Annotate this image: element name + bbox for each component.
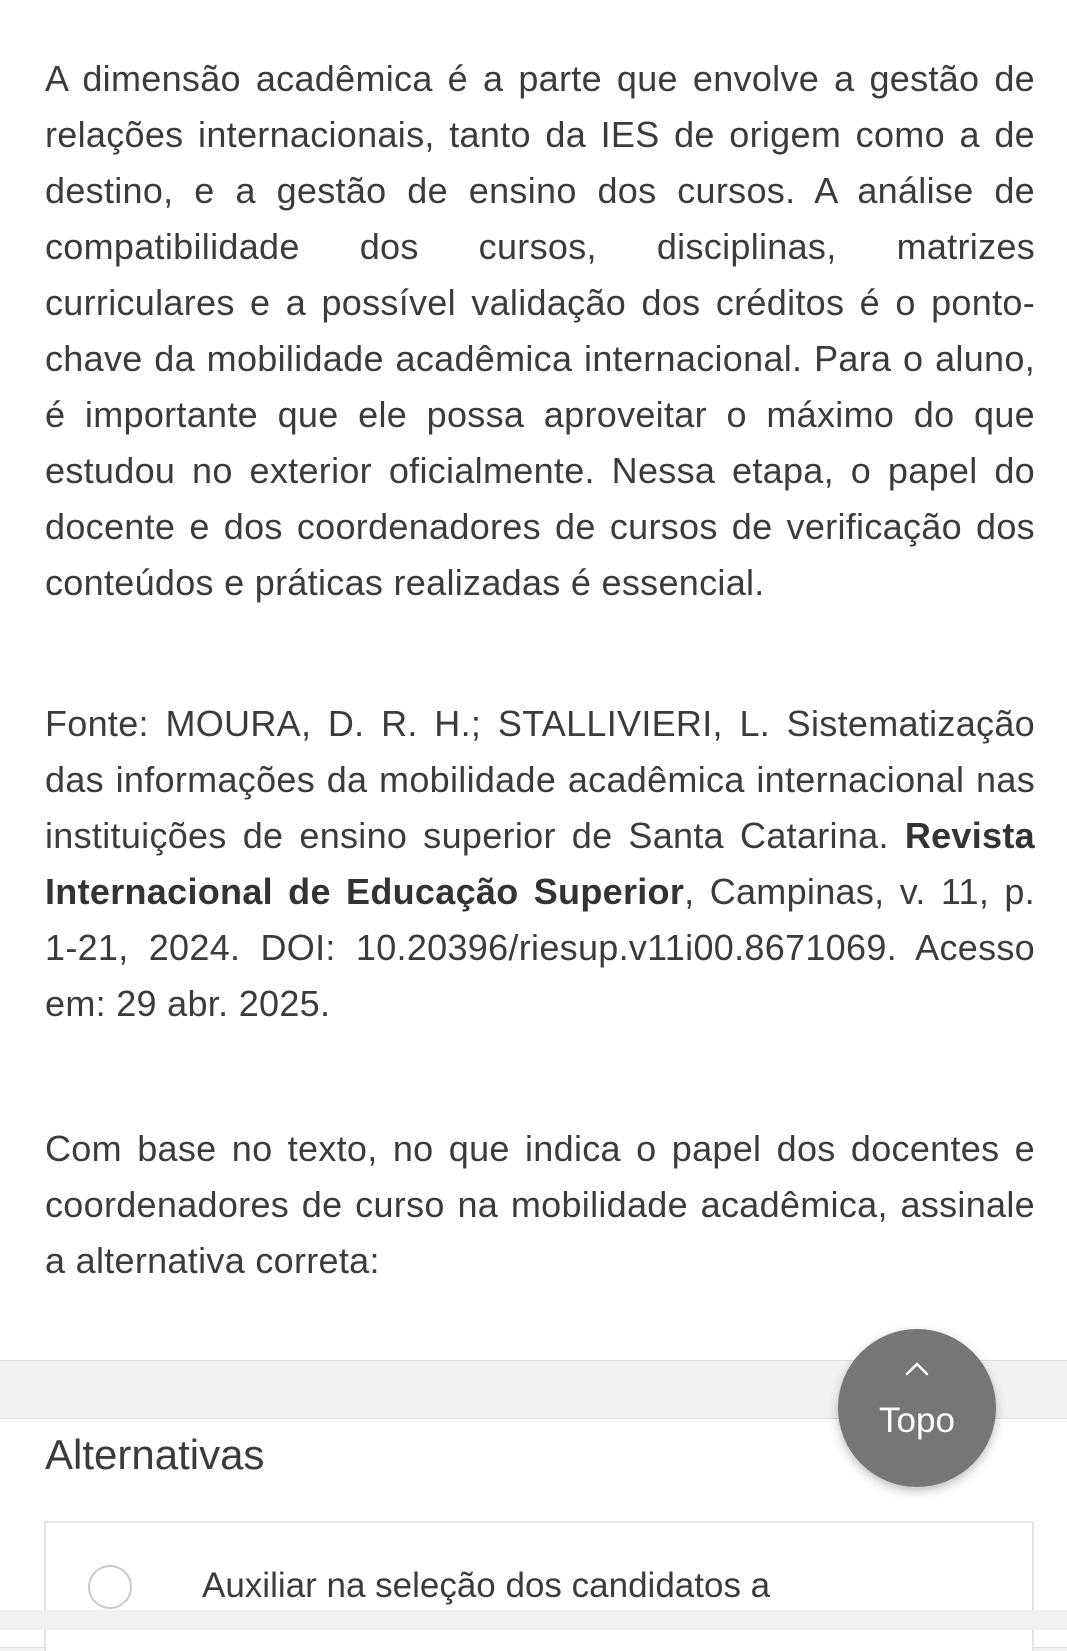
question-paragraph: A dimensão acadêmica é a parte que envolve a gestão de relações internacionais, tanto da IES de origem como a de destino, e a gestão de ensino dos cursos. A análise de compatibilidade dos cursos, disciplinas, matrizes curriculares e a possível validação dos créditos é o ponto-chave da mobilidade acadêmica internacional. Para o aluno, é importante que ele possa aproveitar o máximo do que estudou no exterior oficialmente. Nessa etapa, o papel do docente e dos coordenadores de cursos de verificação dos conteúdos e práticas realizadas é essencial. [45, 58, 1035, 603]
source-prefix: Fonte: MOURA, D. R. H.; STALLIVIERI, L. Sistematização das informações da mobilidade acadêmica internacional nas instituições de ensino superior de Santa Catarina. [45, 703, 1035, 856]
radio-button[interactable] [88, 1565, 132, 1609]
source-citation [45, 696, 1035, 1032]
alternatives-title: Alternativas [45, 1431, 265, 1478]
alternative-option-text: Auxiliar na seleção dos candidatos a [202, 1566, 771, 1605]
chevron-up-icon [904, 1361, 930, 1377]
source-suffix: , Campinas, v. 11, p. 1-21, 2024. DOI: 10.20396/riesup.v11i00.8671069. Acesso em: 29 abr. 2025. [45, 871, 1035, 1024]
topo-button[interactable] [838, 1329, 996, 1487]
source-journal: Revista Internacional de Educação Superior [45, 815, 1035, 912]
question-prompt: Com base no texto, no que indica o papel dos docentes e coordenadores de curso na mobilidade acadêmica, assinale a alternativa correta: [45, 1128, 1035, 1281]
topo-button-label: Topo [879, 1401, 955, 1440]
bottom-edge [0, 1610, 1067, 1630]
alternative-option[interactable] [44, 1521, 1034, 1651]
